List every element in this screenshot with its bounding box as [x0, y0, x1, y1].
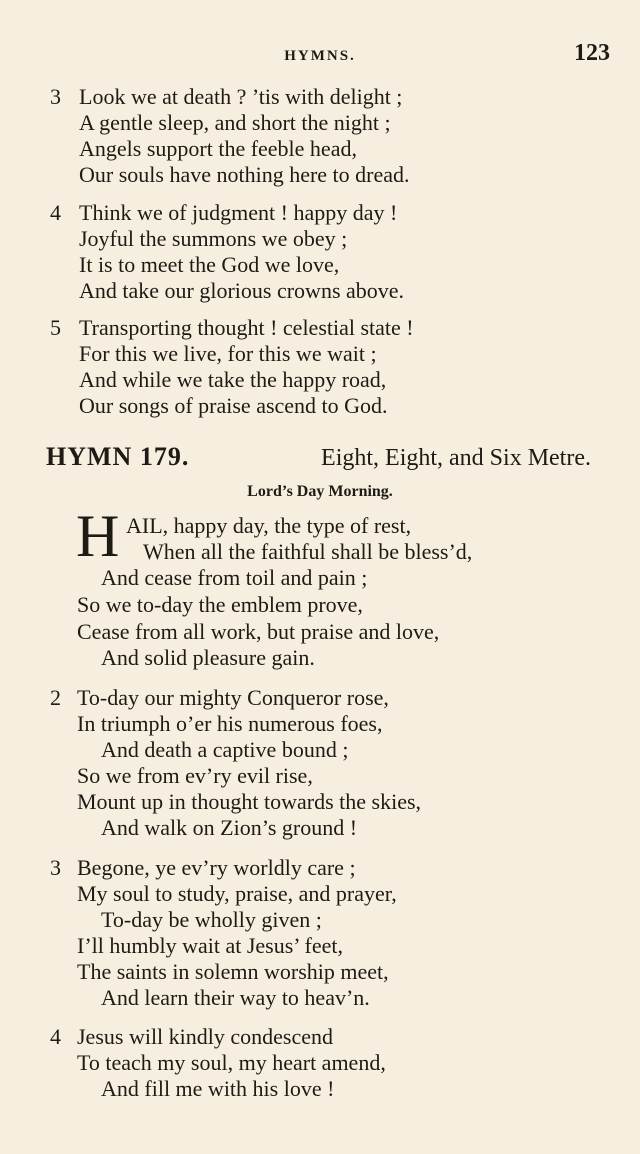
hymn-meter: Eight, Eight, and Six Metre. [321, 445, 591, 471]
verse-line: Angels support the feeble head, [79, 136, 357, 161]
verse-line: And walk on Zion’s ground ! [101, 815, 358, 840]
verse-line: And fill me with his love ! [101, 1076, 335, 1101]
page-header [0, 40, 640, 74]
drop-cap: H [76, 503, 120, 569]
verse-line: To-day our mighty Conqueror rose, [77, 685, 389, 710]
verse-line: Begone, ye ev’ry worldly care ; [77, 855, 356, 880]
hymn-number: HYMN 179. [46, 442, 190, 471]
verse-line: In triumph o’er his numerous foes, [77, 711, 383, 736]
verse-line: Think we of judgment ! happy day ! [79, 200, 398, 225]
verse-line: Our souls have nothing here to dread. [79, 162, 410, 187]
verse-line: So we from ev’ry evil rise, [77, 763, 313, 788]
verse-line: Joyful the summons we obey ; [79, 226, 348, 251]
stanza-number: 3 [50, 855, 61, 880]
running-head: HYMNS. [284, 48, 356, 64]
verse-line: Look we at death ? ’tis with delight ; [79, 84, 403, 109]
hymn-subtitle: Lord’s Day Morning. [247, 483, 393, 500]
verse-line: To teach my soul, my heart amend, [77, 1050, 386, 1075]
verse-line: So we to-day the emblem prove, [77, 592, 363, 617]
verse-line: And solid pleasure gain. [101, 645, 315, 670]
verse-line: For this we live, for this we wait ; [79, 341, 377, 366]
verse-line: To-day be wholly given ; [101, 907, 322, 932]
verse-line: It is to meet the God we love, [79, 252, 340, 277]
verse-line: Transporting thought ! celestial state ! [79, 315, 414, 340]
verse-line: And take our glorious crowns above. [79, 278, 405, 303]
hymn-heading [46, 442, 591, 478]
verse-line: And cease from toil and pain ; [101, 565, 368, 590]
stanza-number: 4 [50, 1024, 61, 1049]
stanza-number: 2 [50, 685, 61, 710]
verse-line: I’ll humbly wait at Jesus’ feet, [77, 933, 343, 958]
verse-line: And death a captive bound ; [101, 737, 349, 762]
stanza-number: 5 [50, 315, 61, 340]
verse-line: A gentle sleep, and short the night ; [79, 110, 391, 135]
stanza-number: 4 [50, 200, 61, 225]
verse-line: When all the faithful shall be bless’d, [143, 539, 473, 564]
verse-line: Our songs of praise ascend to God. [79, 393, 388, 418]
verse-line: Jesus will kindly condescend [77, 1024, 334, 1049]
verse-line: And learn their way to heav’n. [101, 985, 370, 1010]
verse-line: Mount up in thought towards the skies, [77, 789, 422, 814]
stanza-number: 3 [50, 84, 61, 109]
verse-line: Cease from all work, but praise and love, [77, 619, 440, 644]
verse-line: And while we take the happy road, [79, 367, 387, 392]
verse-line: AIL, happy day, the type of rest, [126, 513, 412, 538]
verse-line: My soul to study, praise, and prayer, [77, 881, 397, 906]
page-number: 123 [574, 40, 610, 66]
verse-line: The saints in solemn worship meet, [77, 959, 389, 984]
